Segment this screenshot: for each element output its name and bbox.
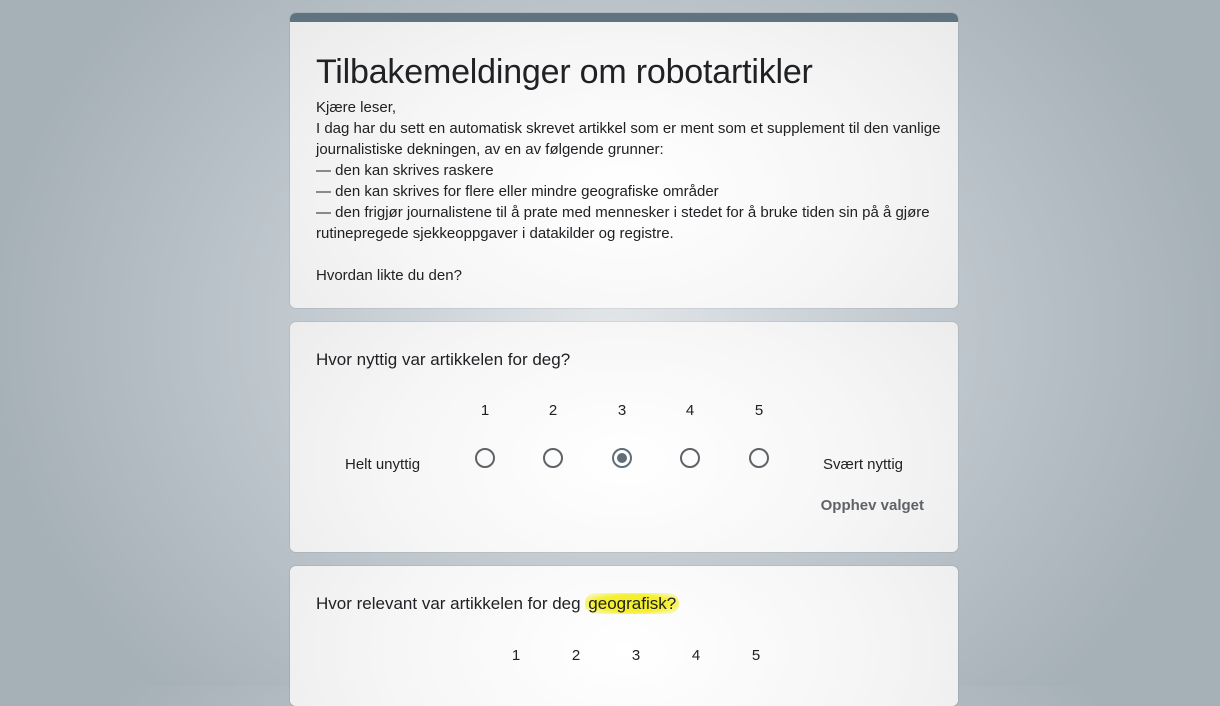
scale-number: 4 bbox=[691, 647, 701, 664]
description-line: Kjære leser, bbox=[316, 99, 397, 116]
form-title: Tilbakemeldinger om robotartikler bbox=[316, 53, 813, 91]
question-card-relevance bbox=[290, 566, 958, 706]
scale-high-label: Svært nyttig bbox=[823, 456, 904, 473]
description-line: Hvordan likte du den? bbox=[316, 267, 462, 284]
radio-option-1[interactable] bbox=[475, 448, 495, 468]
radio-option-2[interactable] bbox=[543, 448, 563, 468]
radio-option-5[interactable] bbox=[749, 448, 769, 468]
scale-number: 1 bbox=[511, 647, 521, 664]
radio-option-4[interactable] bbox=[680, 448, 700, 468]
question-title bbox=[316, 592, 679, 616]
form-header-card bbox=[290, 13, 958, 308]
form-description bbox=[316, 97, 941, 286]
scale-number: 4 bbox=[685, 402, 695, 419]
clear-selection-button[interactable]: Opphev valget bbox=[820, 497, 924, 514]
scale-number: 5 bbox=[751, 647, 761, 664]
description-line: — den kan skrives for flere eller mindre geografiske områder bbox=[316, 183, 719, 200]
description-line: I dag har du sett en automatisk skrevet artikkel som er ment som et supplement til den vanlige journalistiske dekningen, av en av følgende grunner: bbox=[316, 120, 941, 158]
question-card-usefulness bbox=[290, 322, 958, 552]
description-line: — den kan skrives raskere bbox=[316, 162, 494, 179]
scale-number: 2 bbox=[571, 647, 581, 664]
scale-number: 5 bbox=[754, 402, 764, 419]
scale-number: 2 bbox=[548, 402, 558, 419]
header-accent-bar bbox=[290, 13, 958, 22]
description-spacer bbox=[316, 244, 941, 265]
question-title-text: Hvor relevant var artikkelen for deg bbox=[316, 594, 581, 613]
scale-low-label: Helt unyttig bbox=[345, 456, 421, 473]
description-line: — den frigjør journalistene til å prate med mennesker i stedet for å bruke tiden sin på å gjøre rutinepregede sjekkeoppgaver i datakilder og registre. bbox=[316, 204, 930, 242]
radio-option-3[interactable] bbox=[612, 448, 632, 468]
scale-number: 3 bbox=[617, 402, 627, 419]
scale-number: 3 bbox=[631, 647, 641, 664]
question-title: Hvor nyttig var artikkelen for deg? bbox=[316, 350, 571, 369]
scale-number: 1 bbox=[480, 402, 490, 419]
highlighted-word: geografisk? bbox=[585, 593, 679, 614]
